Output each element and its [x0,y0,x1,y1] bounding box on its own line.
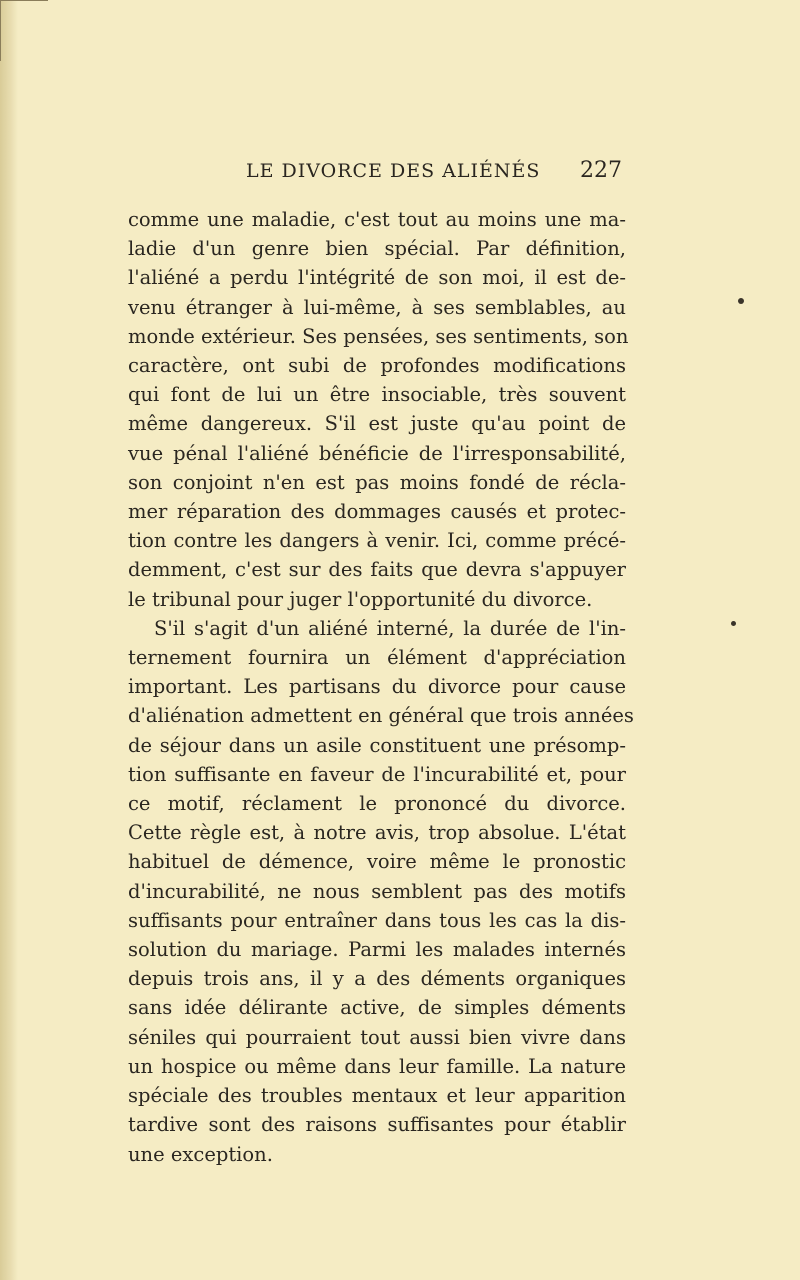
text-line: de séjour dans un asile constituent une présomp- [128,733,626,757]
text-line: demment, c'est sur des faits que devra s'appuyer [128,558,626,582]
page-number: 227 [580,158,622,183]
text-line: même dangereux. S'il est juste qu'au point de [128,412,626,436]
text-line: suffisants pour entraîner dans tous les cas la dis- [128,908,626,932]
text-line: solution du mariage. Parmi les malades internés [128,938,626,962]
text-line: ternement fournira un élément d'appréciation [128,646,626,670]
text-line: qui font de lui un être insociable, très souvent [128,383,626,407]
text-line: caractère, ont subi de profondes modifications [128,354,626,378]
running-head-title: LE DIVORCE DES ALIÉNÉS [246,160,541,182]
text-line: l'aliéné a perdu l'intégrité de son moi, il est de- [128,266,626,290]
text-line: d'incurabilité, ne nous semblent pas des motifs [128,879,626,903]
text-line: vue pénal l'aliéné bénéficie de l'irresponsabilité, [128,441,626,465]
text-line: d'aliénation admettent en général que trois années [128,704,634,728]
text-line: important. Les partisans du divorce pour cause [128,675,626,699]
ink-speck [731,621,736,626]
text-line: le tribunal pour juger l'opportunité du divorce. [128,587,593,611]
corner-crop-mark [0,0,48,7]
text-line: une exception. [128,1142,273,1166]
text-line: un hospice ou même dans leur famille. La nature [128,1054,626,1078]
text-line: Cette règle est, à notre avis, trop absolue. L'état [128,821,626,845]
text-line: tion contre les dangers à venir. Ici, comme précé- [128,529,626,553]
text-line: son conjoint n'en est pas moins fondé de récla- [128,470,626,494]
running-head [246,158,622,188]
text-line: séniles qui pourraient tout aussi bien vivre dans [128,1025,626,1049]
page-binding-edge [0,0,18,1280]
text-line: monde extérieur. Ses pensées, ses sentiments, son [128,324,629,348]
text-line: depuis trois ans, il y a des déments organiques [128,967,626,991]
text-line: spéciale des troubles mentaux et leur apparition [128,1084,626,1108]
text-line: tardive sont des raisons suffisantes pour établir [128,1113,626,1137]
text-line: venu étranger à lui-même, à ses semblables, au [128,295,626,319]
text-line: habituel de démence, voire même le pronostic [128,850,626,874]
text-line: ladie d'un genre bien spécial. Par définition, [128,237,626,261]
text-line: mer réparation des dommages causés et protec- [128,500,626,524]
text-line: tion suffisante en faveur de l'incurabilité et, pour [128,762,626,786]
body-paragraph [128,205,634,1169]
text-line: S'il s'agit d'un aliéné interné, la durée de l'in- [154,616,626,640]
text-line: sans idée délirante active, de simples déments [128,996,626,1020]
ink-speck [738,298,744,304]
text-line: ce motif, réclament le prononcé du divorce. [128,792,626,816]
text-line: comme une maladie, c'est tout au moins une ma- [128,208,626,231]
